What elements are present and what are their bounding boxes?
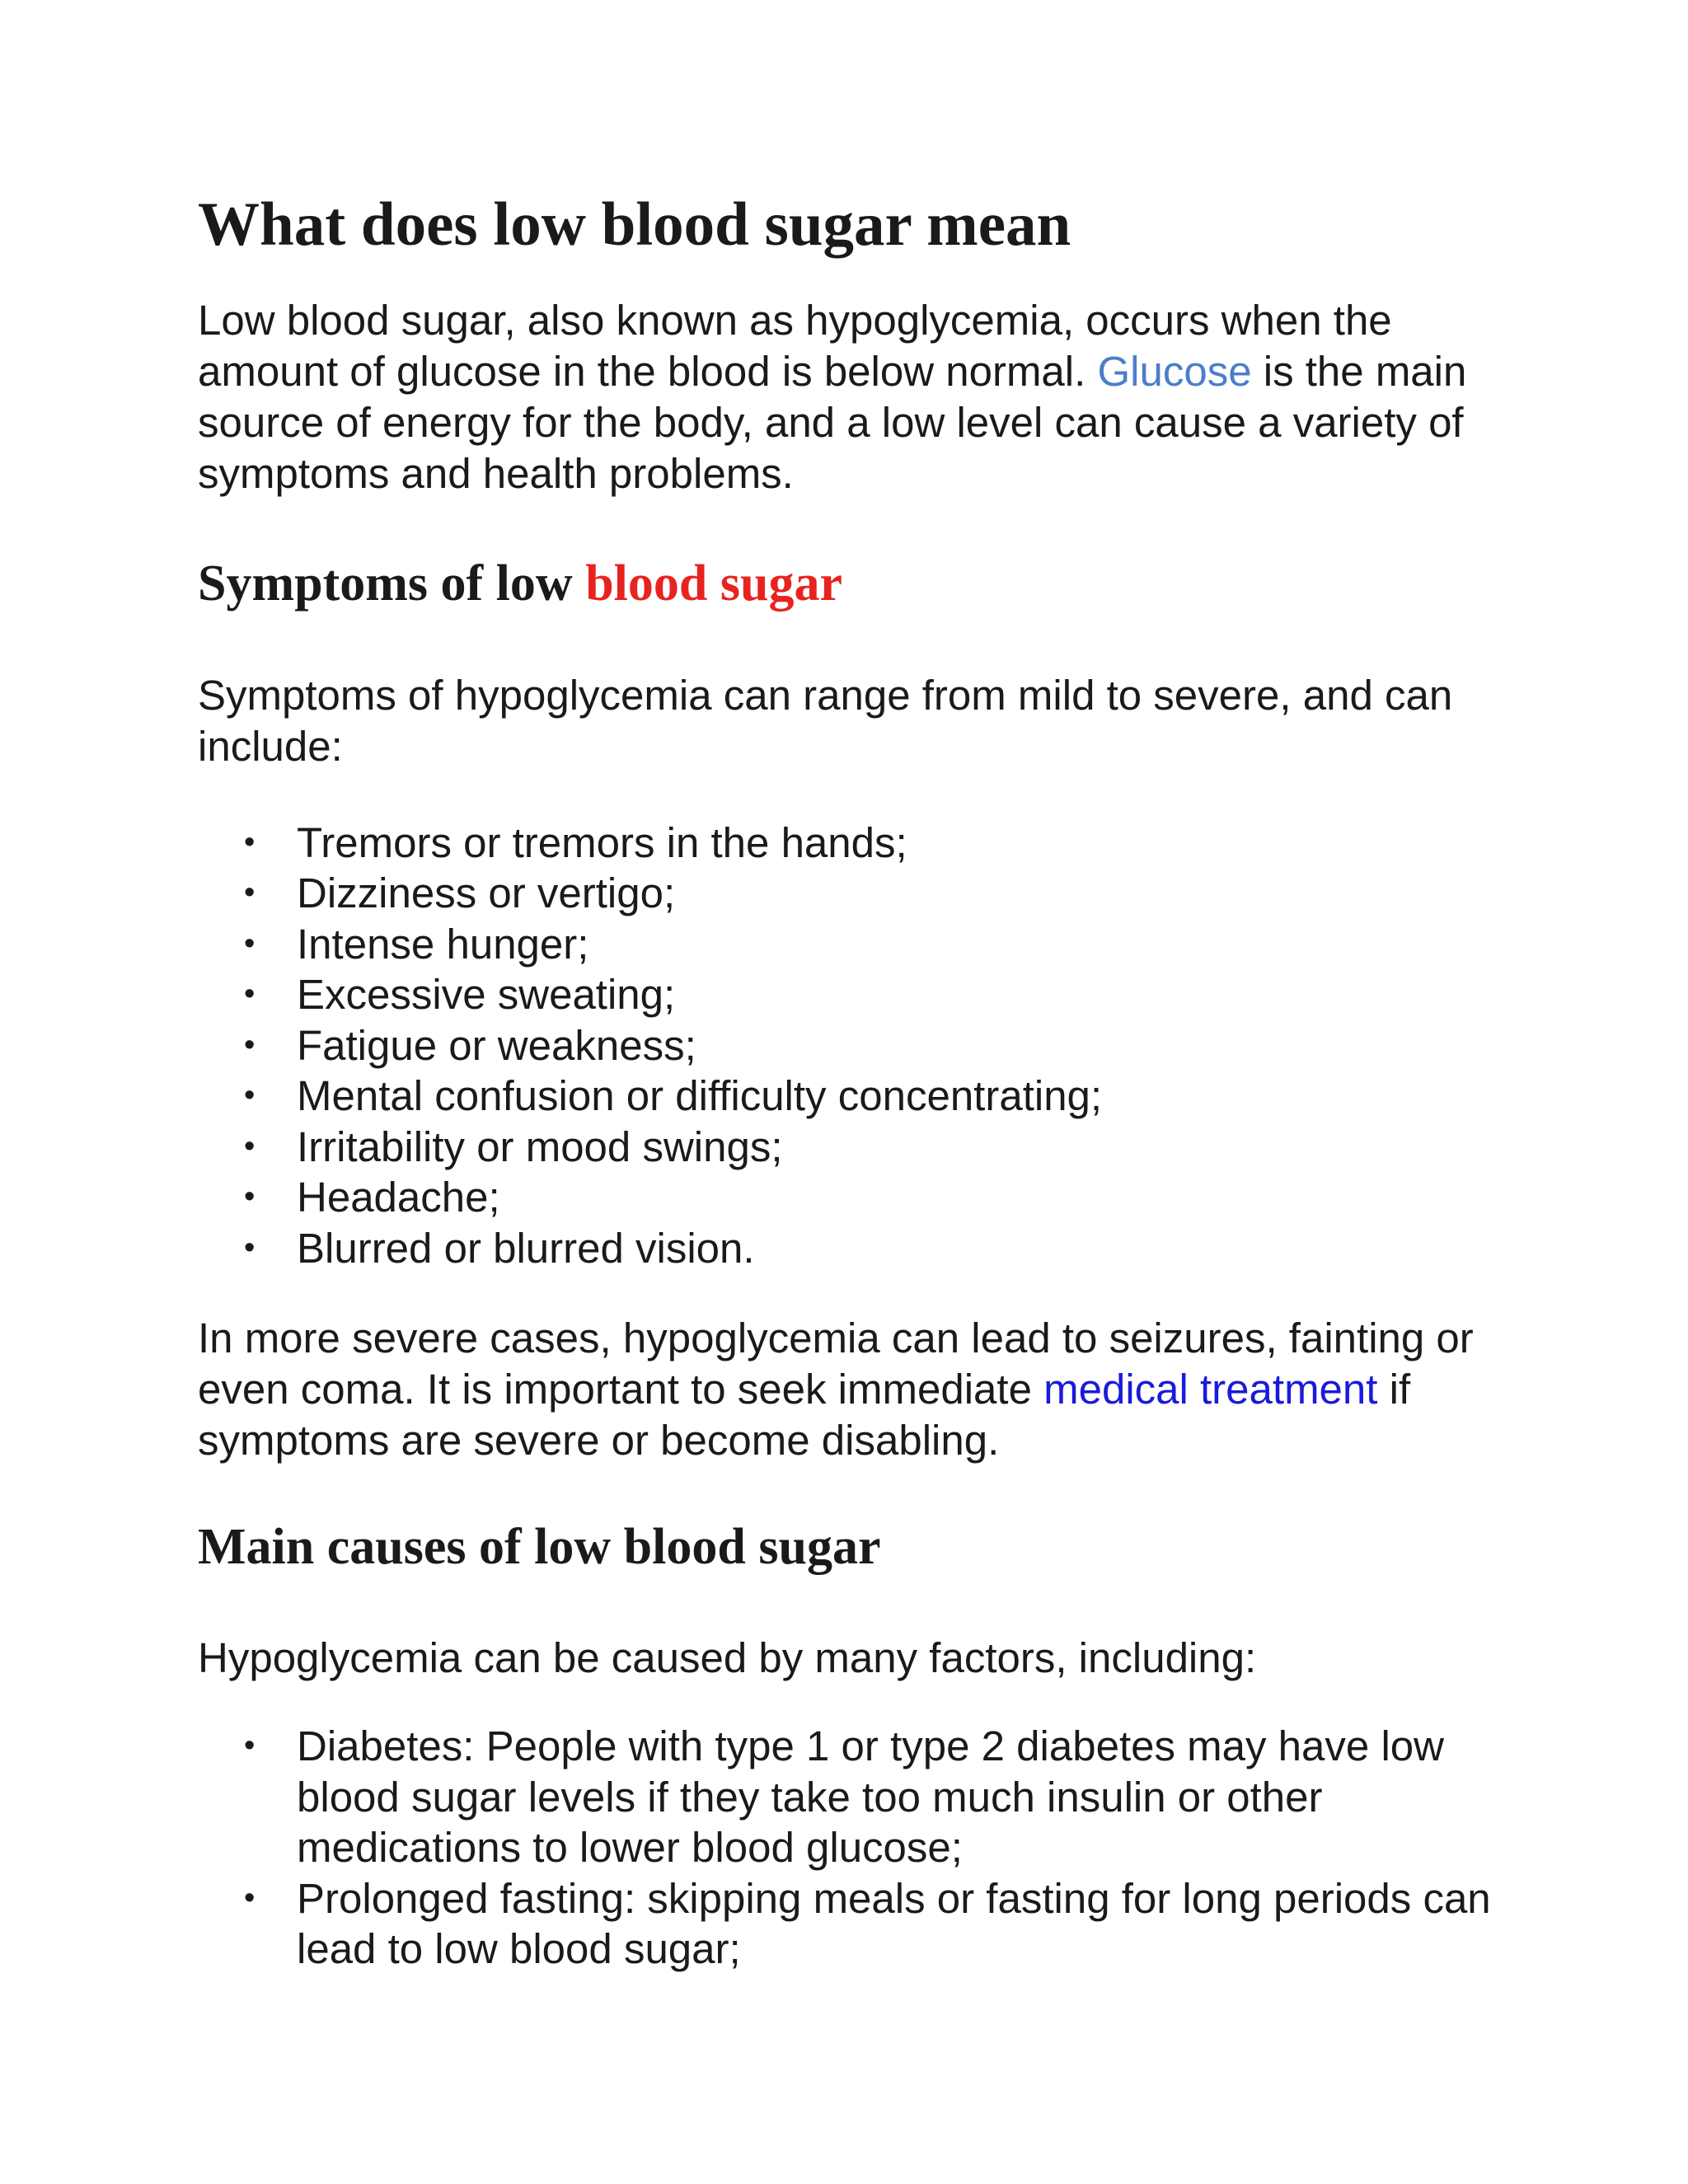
bullet-icon: • — [244, 1128, 256, 1164]
list-item-text: Diabetes: People with type 1 or type 2 diabetes may have low blood sugar levels if they take too much insulin or other medications to lower blood glucose; — [297, 1722, 1444, 1872]
bullet-icon: • — [244, 977, 256, 1012]
list-item — [198, 868, 1533, 919]
list-item-text: Intense hunger; — [297, 920, 589, 968]
bullet-icon: • — [244, 824, 256, 860]
symptoms-heading-accent: blood sugar — [585, 555, 843, 612]
symptoms-intro: Symptoms of hypoglycemia can range from mild to severe, and can include: — [198, 671, 1453, 770]
list-item — [198, 919, 1533, 970]
causes-list — [198, 1721, 1533, 1975]
bullet-icon: • — [244, 1880, 256, 1915]
list-item-text: Dizziness or vertigo; — [297, 869, 676, 917]
document-page — [198, 190, 1533, 1975]
bullet-icon: • — [244, 1230, 256, 1265]
intro-text-2: is the main source of energy for the body, and a low level can cause a variety of symptoms and health problems. — [198, 348, 1467, 498]
list-item-text: Blurred or blurred vision. — [297, 1224, 755, 1272]
intro-text-1: Low blood sugar, also known as hypoglycemia, occurs when the amount of glucose in the blood is below normal. — [198, 297, 1392, 396]
bullet-icon: • — [244, 926, 256, 961]
glucose-link[interactable]: Glucose — [1097, 348, 1252, 396]
list-item — [198, 969, 1533, 1020]
list-item-text: Prolonged fasting: skipping meals or fasting for long periods can lead to low blood sugar; — [297, 1874, 1491, 1973]
list-item — [198, 1020, 1533, 1071]
bullet-icon: • — [244, 1728, 256, 1764]
severe-cases-paragraph — [198, 1313, 1533, 1466]
symptoms-heading — [198, 555, 1533, 613]
list-item — [198, 1122, 1533, 1173]
medical-treatment-link[interactable]: medical treatment — [1043, 1366, 1378, 1413]
causes-heading: Main causes of low blood sugar — [198, 1519, 881, 1576]
severe-text-2: if symptoms are severe or become disabling. — [198, 1366, 1411, 1465]
symptoms-heading-prefix: Symptoms of low — [198, 555, 586, 612]
bullet-icon: • — [244, 1179, 256, 1215]
bullet-icon: • — [244, 875, 256, 911]
list-item-text: Headache; — [297, 1174, 500, 1221]
severe-text-1: In more severe cases, hypoglycemia can lead to seizures, fainting or even coma. It is important to seek immediate — [198, 1315, 1474, 1413]
list-item — [198, 818, 1533, 869]
list-item-text: Tremors or tremors in the hands; — [297, 818, 907, 866]
list-item-text: Excessive sweating; — [297, 971, 676, 1019]
list-item — [198, 1071, 1533, 1122]
list-item-text: Mental confusion or difficulty concentrating; — [297, 1072, 1103, 1120]
list-item-text: Irritability or mood swings; — [297, 1122, 783, 1170]
symptoms-list — [198, 818, 1533, 1274]
intro-paragraph — [198, 295, 1533, 499]
list-item — [198, 1873, 1533, 1975]
bullet-icon: • — [244, 1078, 256, 1113]
bullet-icon: • — [244, 1027, 256, 1062]
list-item — [198, 1721, 1533, 1873]
list-item — [198, 1172, 1533, 1223]
list-item-text: Fatigue or weakness; — [297, 1021, 696, 1069]
page-title: What does low blood sugar mean — [198, 190, 1071, 259]
causes-intro: Hypoglycemia can be caused by many factors, including: — [198, 1634, 1257, 1682]
list-item — [198, 1223, 1533, 1274]
